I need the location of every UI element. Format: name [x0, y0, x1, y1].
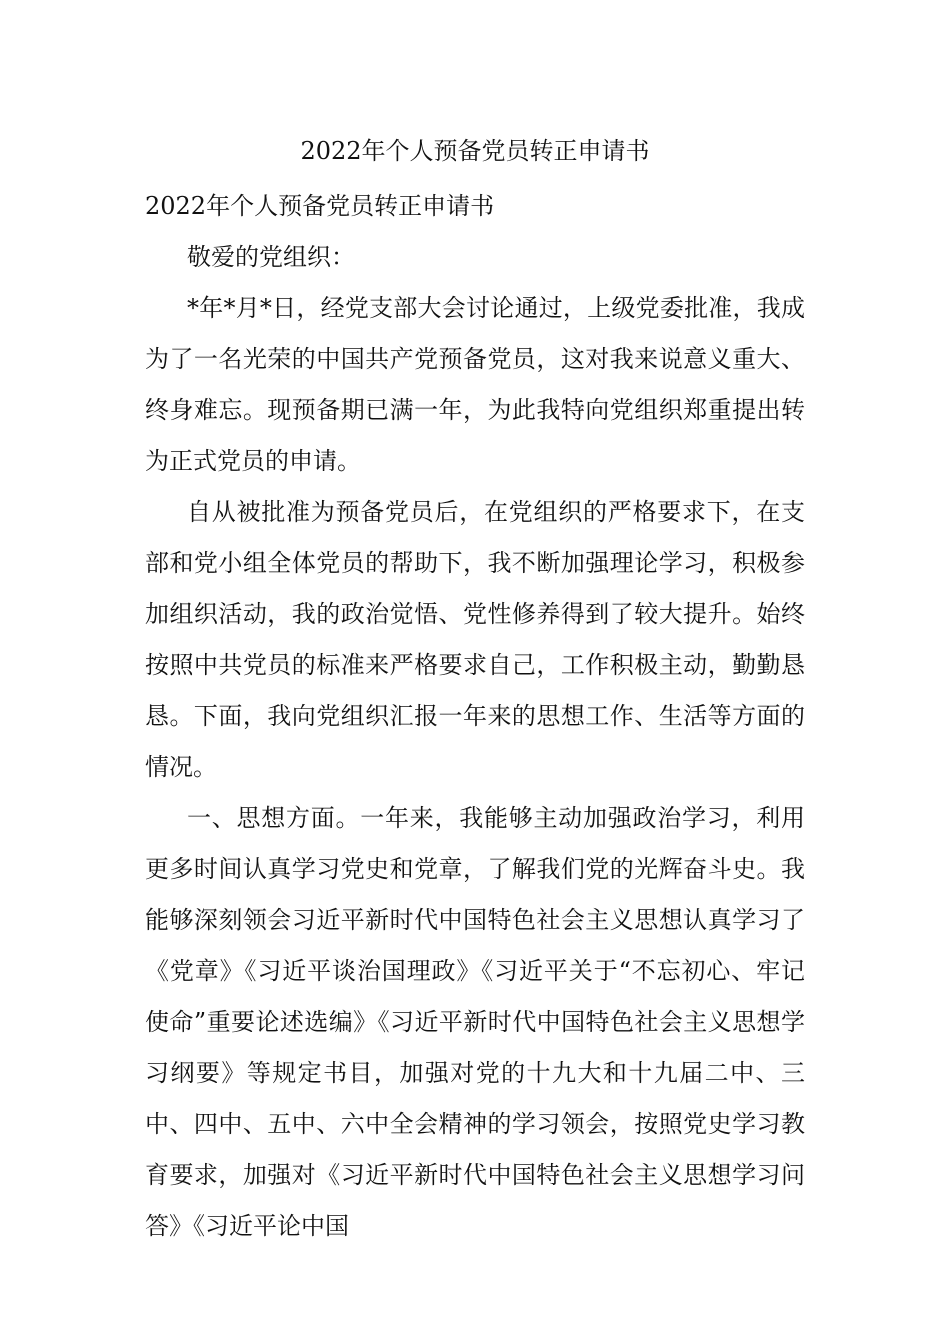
document-title: 2022年个人预备党员转正申请书 — [300, 137, 650, 165]
document-body — [145, 181, 805, 1252]
paragraph-approval: *年*月*日，经党支部大会讨论通过，上级党委批准，我成为了一名光荣的中国共产党预备党员，这对我来说意义重大、终身难忘。现预备期已满一年，为此我特向党组织郑重提出转为正式党员的申请。 — [145, 294, 805, 475]
paragraph-ideology: 一、思想方面。一年来，我能够主动加强政治学习，利用更多时间认真学习党史和党章，了解我们党的光辉奋斗史。我能够深刻领会习近平新时代中国特色社会主义思想认真学习了《党章》《习近平谈治国理政》《习近平关于“不忘初心、牢记使命”重要论述选编》《习近平新时代中国特色社会主义思想学习纲要》等规定书目，加强对党的十九大和十九届二中、三中、四中、五中、六中全会精神的学习领会，按照党史学习教育要求，加强对《习近平新时代中国特色社会主义思想学习问答》《习近平论中国 — [145, 804, 805, 1240]
document-subtitle: 2022年个人预备党员转正申请书 — [145, 192, 495, 220]
paragraph-progress: 自从被批准为预备党员后，在党组织的严格要求下，在支部和党小组全体党员的帮助下，我不断加强理论学习，积极参加组织活动，我的政治觉悟、党性修养得到了较大提升。始终按照中共党员的标准来严格要求自己，工作积极主动，勤勤恳恳。下面，我向党组织汇报一年来的思想工作、生活等方面的情况。 — [145, 498, 805, 781]
salutation: 敬爱的党组织： — [187, 243, 355, 271]
